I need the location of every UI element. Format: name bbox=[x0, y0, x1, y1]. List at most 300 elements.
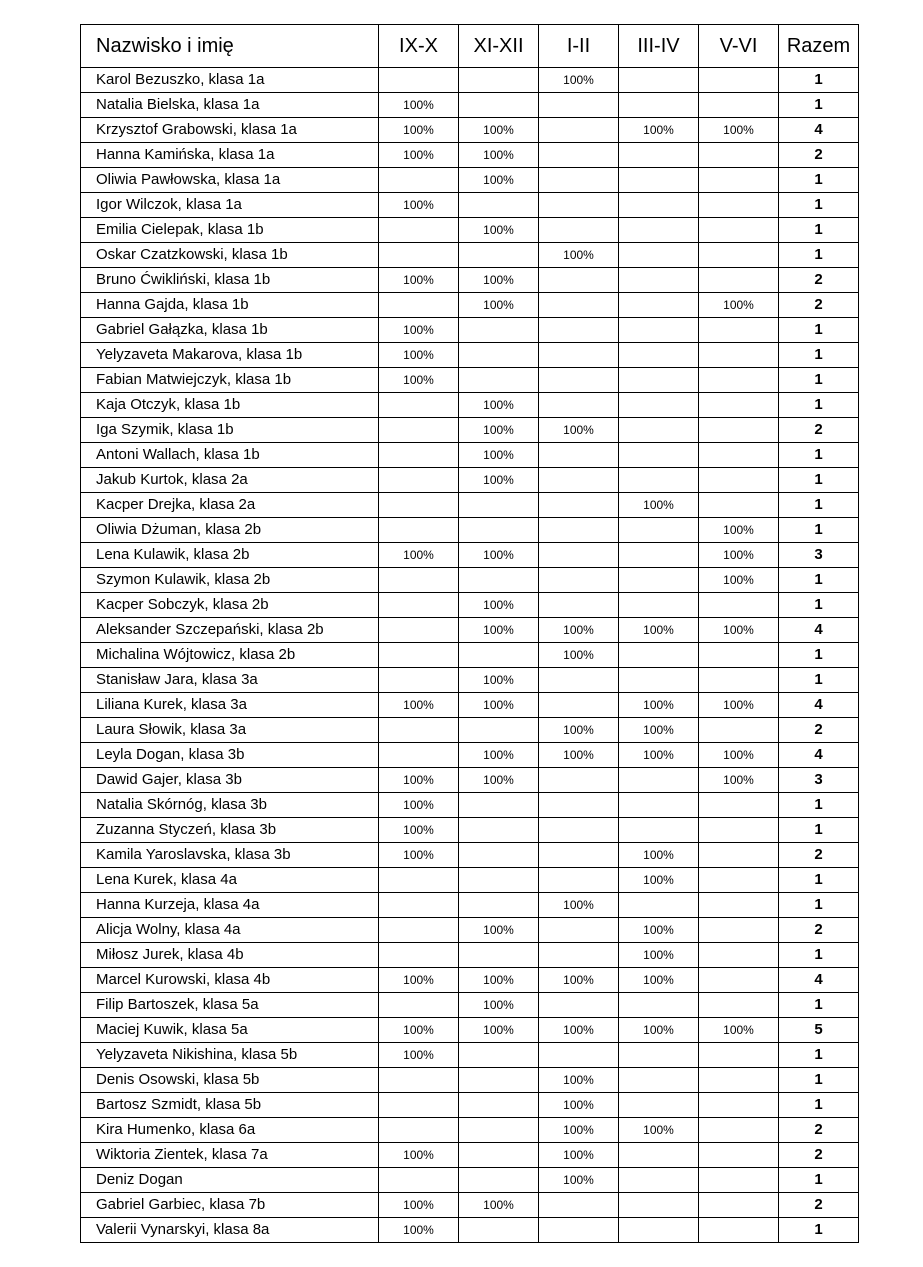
cell-iii-iv bbox=[619, 293, 699, 318]
cell-name: Zuzanna Styczeń, klasa 3b bbox=[81, 818, 379, 843]
cell-xi-xii bbox=[459, 718, 539, 743]
header-name: Nazwisko i imię bbox=[81, 25, 379, 68]
table-row bbox=[81, 993, 859, 1018]
cell-xi-xii bbox=[459, 493, 539, 518]
cell-total: 2 bbox=[779, 1143, 859, 1168]
table-row bbox=[81, 668, 859, 693]
cell-v-vi bbox=[699, 243, 779, 268]
cell-xi-xii bbox=[459, 1093, 539, 1118]
cell-ix-x: 100% bbox=[379, 268, 459, 293]
table-body bbox=[81, 68, 859, 1243]
cell-total: 1 bbox=[779, 518, 859, 543]
cell-name: Antoni Wallach, klasa 1b bbox=[81, 443, 379, 468]
cell-i-ii: 100% bbox=[539, 968, 619, 993]
cell-name: Dawid Gajer, klasa 3b bbox=[81, 768, 379, 793]
cell-name: Emilia Cielepak, klasa 1b bbox=[81, 218, 379, 243]
cell-iii-iv bbox=[619, 468, 699, 493]
cell-xi-xii: 100% bbox=[459, 993, 539, 1018]
cell-total: 1 bbox=[779, 943, 859, 968]
cell-ix-x bbox=[379, 493, 459, 518]
cell-total: 1 bbox=[779, 568, 859, 593]
cell-v-vi bbox=[699, 418, 779, 443]
cell-xi-xii bbox=[459, 1118, 539, 1143]
cell-i-ii bbox=[539, 668, 619, 693]
cell-ix-x bbox=[379, 893, 459, 918]
cell-iii-iv bbox=[619, 568, 699, 593]
table-row bbox=[81, 193, 859, 218]
cell-xi-xii: 100% bbox=[459, 268, 539, 293]
cell-iii-iv bbox=[619, 168, 699, 193]
cell-name: Stanisław Jara, klasa 3a bbox=[81, 668, 379, 693]
cell-name: Denis Osowski, klasa 5b bbox=[81, 1068, 379, 1093]
cell-ix-x: 100% bbox=[379, 693, 459, 718]
cell-i-ii bbox=[539, 843, 619, 868]
cell-v-vi bbox=[699, 193, 779, 218]
cell-i-ii bbox=[539, 868, 619, 893]
cell-v-vi bbox=[699, 318, 779, 343]
cell-total: 1 bbox=[779, 1218, 859, 1243]
cell-name: Marcel Kurowski, klasa 4b bbox=[81, 968, 379, 993]
cell-total: 2 bbox=[779, 418, 859, 443]
cell-iii-iv bbox=[619, 668, 699, 693]
cell-ix-x bbox=[379, 418, 459, 443]
table-row bbox=[81, 968, 859, 993]
table-row bbox=[81, 543, 859, 568]
cell-v-vi bbox=[699, 393, 779, 418]
cell-total: 2 bbox=[779, 1193, 859, 1218]
table-row bbox=[81, 443, 859, 468]
table-row bbox=[81, 1143, 859, 1168]
cell-iii-iv bbox=[619, 218, 699, 243]
cell-v-vi bbox=[699, 943, 779, 968]
cell-i-ii: 100% bbox=[539, 1168, 619, 1193]
cell-iii-iv: 100% bbox=[619, 493, 699, 518]
table-row bbox=[81, 318, 859, 343]
cell-i-ii bbox=[539, 168, 619, 193]
cell-xi-xii: 100% bbox=[459, 418, 539, 443]
cell-name: Maciej Kuwik, klasa 5a bbox=[81, 1018, 379, 1043]
cell-name: Valerii Vynarskyi, klasa 8a bbox=[81, 1218, 379, 1243]
cell-ix-x bbox=[379, 593, 459, 618]
cell-total: 2 bbox=[779, 143, 859, 168]
cell-i-ii: 100% bbox=[539, 1118, 619, 1143]
cell-xi-xii: 100% bbox=[459, 168, 539, 193]
cell-name: Alicja Wolny, klasa 4a bbox=[81, 918, 379, 943]
cell-total: 5 bbox=[779, 1018, 859, 1043]
cell-v-vi bbox=[699, 468, 779, 493]
cell-i-ii: 100% bbox=[539, 1068, 619, 1093]
cell-ix-x: 100% bbox=[379, 1043, 459, 1068]
header-period-ix-x: IX-X bbox=[379, 25, 459, 68]
table-row bbox=[81, 293, 859, 318]
cell-total: 3 bbox=[779, 543, 859, 568]
cell-ix-x bbox=[379, 868, 459, 893]
cell-v-vi bbox=[699, 668, 779, 693]
cell-ix-x: 100% bbox=[379, 968, 459, 993]
cell-ix-x: 100% bbox=[379, 143, 459, 168]
cell-i-ii bbox=[539, 543, 619, 568]
cell-ix-x bbox=[379, 68, 459, 93]
cell-name: Bartosz Szmidt, klasa 5b bbox=[81, 1093, 379, 1118]
cell-i-ii: 100% bbox=[539, 243, 619, 268]
cell-xi-xii bbox=[459, 343, 539, 368]
table-row bbox=[81, 243, 859, 268]
cell-xi-xii bbox=[459, 1143, 539, 1168]
cell-ix-x bbox=[379, 993, 459, 1018]
table-row bbox=[81, 1118, 859, 1143]
table-row bbox=[81, 843, 859, 868]
cell-iii-iv bbox=[619, 418, 699, 443]
cell-i-ii bbox=[539, 468, 619, 493]
cell-xi-xii: 100% bbox=[459, 118, 539, 143]
cell-xi-xii: 100% bbox=[459, 218, 539, 243]
cell-xi-xii bbox=[459, 568, 539, 593]
table-row bbox=[81, 918, 859, 943]
cell-total: 1 bbox=[779, 1068, 859, 1093]
cell-name: Bruno Ćwikliński, klasa 1b bbox=[81, 268, 379, 293]
cell-xi-xii: 100% bbox=[459, 743, 539, 768]
cell-ix-x: 100% bbox=[379, 1193, 459, 1218]
cell-iii-iv bbox=[619, 343, 699, 368]
cell-total: 4 bbox=[779, 693, 859, 718]
cell-name: Miłosz Jurek, klasa 4b bbox=[81, 943, 379, 968]
cell-total: 1 bbox=[779, 793, 859, 818]
table-row bbox=[81, 868, 859, 893]
cell-name: Natalia Skórnóg, klasa 3b bbox=[81, 793, 379, 818]
header-period-v-vi: V-VI bbox=[699, 25, 779, 68]
cell-xi-xii bbox=[459, 193, 539, 218]
cell-total: 2 bbox=[779, 293, 859, 318]
cell-ix-x bbox=[379, 168, 459, 193]
cell-i-ii: 100% bbox=[539, 893, 619, 918]
header-row bbox=[81, 25, 859, 68]
cell-xi-xii bbox=[459, 843, 539, 868]
cell-name: Lena Kurek, klasa 4a bbox=[81, 868, 379, 893]
cell-iii-iv bbox=[619, 368, 699, 393]
cell-name: Krzysztof Grabowski, klasa 1a bbox=[81, 118, 379, 143]
table-row bbox=[81, 68, 859, 93]
cell-total: 1 bbox=[779, 993, 859, 1018]
cell-v-vi bbox=[699, 68, 779, 93]
table-row bbox=[81, 1168, 859, 1193]
cell-total: 1 bbox=[779, 68, 859, 93]
cell-ix-x: 100% bbox=[379, 768, 459, 793]
cell-name: Gabriel Gałązka, klasa 1b bbox=[81, 318, 379, 343]
cell-i-ii: 100% bbox=[539, 1143, 619, 1168]
cell-v-vi bbox=[699, 93, 779, 118]
cell-xi-xii bbox=[459, 243, 539, 268]
cell-name: Natalia Bielska, klasa 1a bbox=[81, 93, 379, 118]
cell-v-vi bbox=[699, 493, 779, 518]
cell-ix-x: 100% bbox=[379, 843, 459, 868]
cell-iii-iv bbox=[619, 1218, 699, 1243]
cell-i-ii bbox=[539, 1193, 619, 1218]
cell-total: 4 bbox=[779, 618, 859, 643]
table-row bbox=[81, 1068, 859, 1093]
table-row bbox=[81, 743, 859, 768]
cell-name: Michalina Wójtowicz, klasa 2b bbox=[81, 643, 379, 668]
cell-ix-x: 100% bbox=[379, 1018, 459, 1043]
cell-v-vi bbox=[699, 918, 779, 943]
table-row bbox=[81, 168, 859, 193]
cell-xi-xii: 100% bbox=[459, 968, 539, 993]
cell-total: 1 bbox=[779, 818, 859, 843]
cell-total: 2 bbox=[779, 1118, 859, 1143]
cell-iii-iv: 100% bbox=[619, 868, 699, 893]
table-row bbox=[81, 568, 859, 593]
cell-xi-xii: 100% bbox=[459, 468, 539, 493]
cell-name: Gabriel Garbiec, klasa 7b bbox=[81, 1193, 379, 1218]
cell-i-ii bbox=[539, 593, 619, 618]
cell-ix-x bbox=[379, 443, 459, 468]
cell-name: Kacper Drejka, klasa 2a bbox=[81, 493, 379, 518]
cell-i-ii: 100% bbox=[539, 718, 619, 743]
cell-v-vi bbox=[699, 1093, 779, 1118]
cell-xi-xii bbox=[459, 893, 539, 918]
cell-xi-xii bbox=[459, 518, 539, 543]
cell-iii-iv bbox=[619, 143, 699, 168]
table-row bbox=[81, 893, 859, 918]
cell-i-ii bbox=[539, 93, 619, 118]
cell-xi-xii: 100% bbox=[459, 693, 539, 718]
cell-i-ii bbox=[539, 568, 619, 593]
cell-i-ii bbox=[539, 1218, 619, 1243]
cell-iii-iv bbox=[619, 443, 699, 468]
cell-i-ii bbox=[539, 818, 619, 843]
attendance-table bbox=[80, 24, 859, 1243]
cell-name: Igor Wilczok, klasa 1a bbox=[81, 193, 379, 218]
cell-ix-x: 100% bbox=[379, 343, 459, 368]
cell-i-ii bbox=[539, 318, 619, 343]
cell-v-vi bbox=[699, 1068, 779, 1093]
cell-v-vi bbox=[699, 268, 779, 293]
cell-iii-iv bbox=[619, 93, 699, 118]
cell-ix-x bbox=[379, 643, 459, 668]
cell-i-ii bbox=[539, 493, 619, 518]
cell-xi-xii bbox=[459, 1168, 539, 1193]
cell-xi-xii: 100% bbox=[459, 1193, 539, 1218]
cell-xi-xii bbox=[459, 1068, 539, 1093]
cell-total: 4 bbox=[779, 968, 859, 993]
header-period-iii-iv: III-IV bbox=[619, 25, 699, 68]
cell-v-vi: 100% bbox=[699, 1018, 779, 1043]
cell-iii-iv bbox=[619, 643, 699, 668]
cell-ix-x: 100% bbox=[379, 543, 459, 568]
table-row bbox=[81, 1218, 859, 1243]
cell-ix-x: 100% bbox=[379, 118, 459, 143]
cell-iii-iv: 100% bbox=[619, 618, 699, 643]
cell-ix-x bbox=[379, 943, 459, 968]
table-row bbox=[81, 818, 859, 843]
cell-v-vi: 100% bbox=[699, 618, 779, 643]
cell-xi-xii: 100% bbox=[459, 143, 539, 168]
cell-name: Fabian Matwiejczyk, klasa 1b bbox=[81, 368, 379, 393]
cell-name: Kira Humenko, klasa 6a bbox=[81, 1118, 379, 1143]
cell-name: Kamila Yaroslavska, klasa 3b bbox=[81, 843, 379, 868]
cell-v-vi bbox=[699, 1118, 779, 1143]
cell-ix-x: 100% bbox=[379, 1218, 459, 1243]
table-row bbox=[81, 693, 859, 718]
cell-i-ii bbox=[539, 768, 619, 793]
cell-total: 1 bbox=[779, 643, 859, 668]
cell-xi-xii: 100% bbox=[459, 918, 539, 943]
cell-ix-x bbox=[379, 568, 459, 593]
cell-i-ii: 100% bbox=[539, 1018, 619, 1043]
cell-total: 1 bbox=[779, 193, 859, 218]
cell-ix-x bbox=[379, 1093, 459, 1118]
cell-total: 1 bbox=[779, 868, 859, 893]
cell-total: 1 bbox=[779, 593, 859, 618]
cell-v-vi bbox=[699, 593, 779, 618]
cell-v-vi bbox=[699, 993, 779, 1018]
cell-v-vi bbox=[699, 893, 779, 918]
cell-name: Kaja Otczyk, klasa 1b bbox=[81, 393, 379, 418]
cell-ix-x bbox=[379, 468, 459, 493]
cell-iii-iv: 100% bbox=[619, 918, 699, 943]
cell-xi-xii: 100% bbox=[459, 593, 539, 618]
cell-i-ii: 100% bbox=[539, 643, 619, 668]
cell-total: 1 bbox=[779, 368, 859, 393]
cell-i-ii bbox=[539, 193, 619, 218]
table-row bbox=[81, 1193, 859, 1218]
cell-name: Hanna Gajda, klasa 1b bbox=[81, 293, 379, 318]
cell-v-vi bbox=[699, 368, 779, 393]
cell-i-ii bbox=[539, 918, 619, 943]
cell-iii-iv bbox=[619, 518, 699, 543]
cell-ix-x: 100% bbox=[379, 318, 459, 343]
cell-name: Iga Szymik, klasa 1b bbox=[81, 418, 379, 443]
cell-v-vi bbox=[699, 1168, 779, 1193]
cell-i-ii bbox=[539, 993, 619, 1018]
cell-total: 1 bbox=[779, 443, 859, 468]
cell-total: 1 bbox=[779, 218, 859, 243]
cell-xi-xii bbox=[459, 68, 539, 93]
cell-v-vi: 100% bbox=[699, 293, 779, 318]
cell-v-vi bbox=[699, 718, 779, 743]
cell-i-ii: 100% bbox=[539, 418, 619, 443]
cell-name: Wiktoria Zientek, klasa 7a bbox=[81, 1143, 379, 1168]
table-row bbox=[81, 593, 859, 618]
cell-v-vi bbox=[699, 868, 779, 893]
cell-ix-x bbox=[379, 668, 459, 693]
cell-total: 1 bbox=[779, 318, 859, 343]
cell-xi-xii bbox=[459, 1218, 539, 1243]
cell-ix-x bbox=[379, 718, 459, 743]
cell-total: 1 bbox=[779, 243, 859, 268]
cell-name: Oskar Czatzkowski, klasa 1b bbox=[81, 243, 379, 268]
table-row bbox=[81, 368, 859, 393]
cell-iii-iv bbox=[619, 1143, 699, 1168]
cell-ix-x: 100% bbox=[379, 818, 459, 843]
cell-total: 1 bbox=[779, 1168, 859, 1193]
cell-iii-iv: 100% bbox=[619, 118, 699, 143]
cell-xi-xii bbox=[459, 93, 539, 118]
cell-i-ii: 100% bbox=[539, 743, 619, 768]
cell-i-ii: 100% bbox=[539, 68, 619, 93]
cell-iii-iv: 100% bbox=[619, 1118, 699, 1143]
cell-i-ii bbox=[539, 1043, 619, 1068]
cell-v-vi bbox=[699, 643, 779, 668]
cell-ix-x bbox=[379, 1118, 459, 1143]
cell-v-vi bbox=[699, 1218, 779, 1243]
cell-name: Deniz Dogan bbox=[81, 1168, 379, 1193]
cell-iii-iv: 100% bbox=[619, 843, 699, 868]
table-row bbox=[81, 718, 859, 743]
cell-iii-iv bbox=[619, 1093, 699, 1118]
cell-i-ii: 100% bbox=[539, 1093, 619, 1118]
cell-xi-xii: 100% bbox=[459, 1018, 539, 1043]
cell-xi-xii bbox=[459, 793, 539, 818]
cell-total: 1 bbox=[779, 493, 859, 518]
cell-xi-xii: 100% bbox=[459, 668, 539, 693]
header-period-i-ii: I-II bbox=[539, 25, 619, 68]
cell-i-ii bbox=[539, 443, 619, 468]
cell-name: Hanna Kurzeja, klasa 4a bbox=[81, 893, 379, 918]
cell-v-vi: 100% bbox=[699, 518, 779, 543]
table-row bbox=[81, 1093, 859, 1118]
table-row bbox=[81, 143, 859, 168]
cell-i-ii bbox=[539, 693, 619, 718]
cell-iii-iv: 100% bbox=[619, 693, 699, 718]
cell-iii-iv: 100% bbox=[619, 943, 699, 968]
cell-iii-iv: 100% bbox=[619, 743, 699, 768]
cell-i-ii bbox=[539, 943, 619, 968]
cell-ix-x: 100% bbox=[379, 793, 459, 818]
cell-name: Jakub Kurtok, klasa 2a bbox=[81, 468, 379, 493]
cell-i-ii bbox=[539, 518, 619, 543]
cell-iii-iv: 100% bbox=[619, 718, 699, 743]
table-row bbox=[81, 643, 859, 668]
cell-v-vi: 100% bbox=[699, 693, 779, 718]
cell-name: Karol Bezuszko, klasa 1a bbox=[81, 68, 379, 93]
cell-v-vi: 100% bbox=[699, 768, 779, 793]
table-row bbox=[81, 943, 859, 968]
cell-ix-x bbox=[379, 218, 459, 243]
table-row bbox=[81, 1018, 859, 1043]
cell-xi-xii bbox=[459, 368, 539, 393]
cell-i-ii bbox=[539, 118, 619, 143]
cell-i-ii bbox=[539, 293, 619, 318]
table-row bbox=[81, 518, 859, 543]
cell-iii-iv bbox=[619, 1168, 699, 1193]
cell-i-ii bbox=[539, 343, 619, 368]
cell-i-ii bbox=[539, 268, 619, 293]
cell-v-vi: 100% bbox=[699, 543, 779, 568]
cell-xi-xii bbox=[459, 1043, 539, 1068]
cell-ix-x bbox=[379, 293, 459, 318]
cell-v-vi bbox=[699, 968, 779, 993]
cell-ix-x bbox=[379, 1168, 459, 1193]
cell-iii-iv: 100% bbox=[619, 1018, 699, 1043]
table-row bbox=[81, 1043, 859, 1068]
table-row bbox=[81, 793, 859, 818]
cell-name: Szymon Kulawik, klasa 2b bbox=[81, 568, 379, 593]
cell-iii-iv bbox=[619, 68, 699, 93]
cell-ix-x: 100% bbox=[379, 1143, 459, 1168]
table-row bbox=[81, 418, 859, 443]
cell-xi-xii: 100% bbox=[459, 618, 539, 643]
table-row bbox=[81, 118, 859, 143]
cell-v-vi bbox=[699, 343, 779, 368]
cell-name: Yelyzaveta Makarova, klasa 1b bbox=[81, 343, 379, 368]
cell-ix-x: 100% bbox=[379, 193, 459, 218]
table-row bbox=[81, 468, 859, 493]
cell-i-ii bbox=[539, 143, 619, 168]
cell-total: 1 bbox=[779, 168, 859, 193]
cell-iii-iv bbox=[619, 818, 699, 843]
cell-v-vi bbox=[699, 1193, 779, 1218]
table-row bbox=[81, 218, 859, 243]
